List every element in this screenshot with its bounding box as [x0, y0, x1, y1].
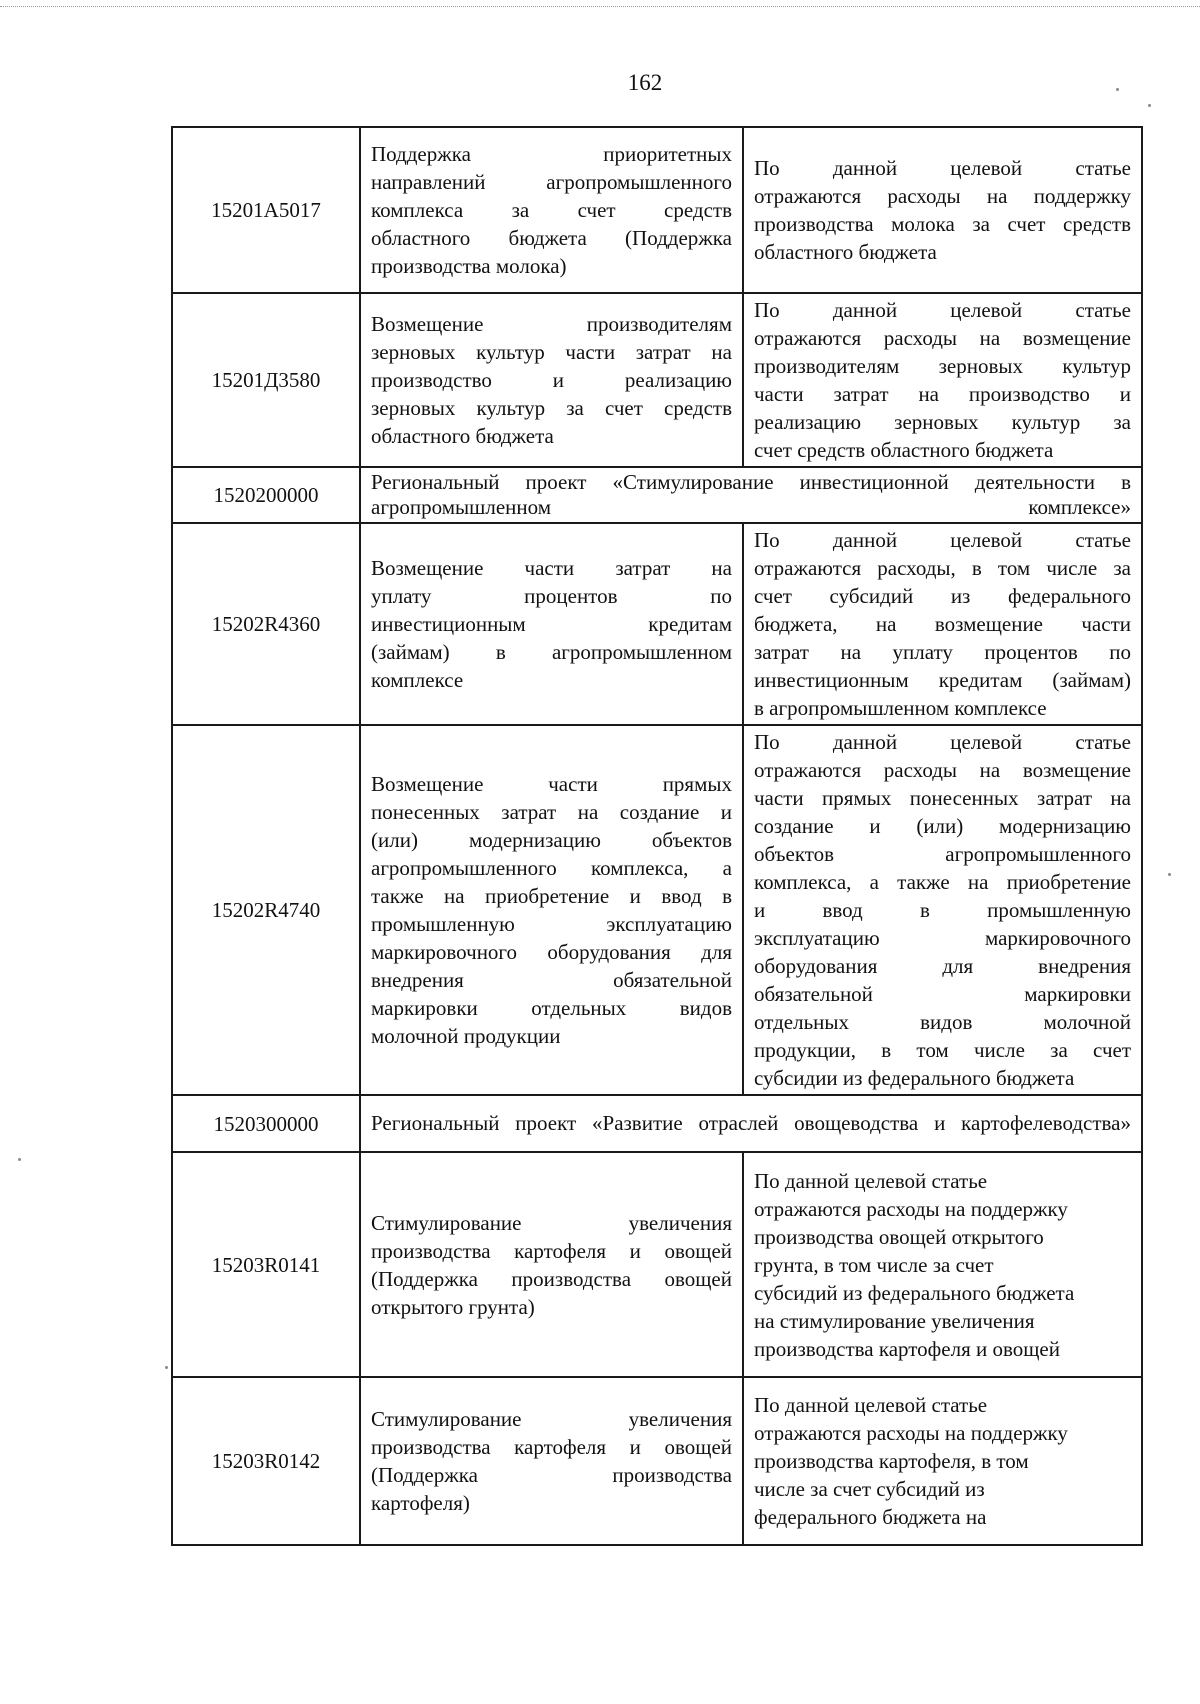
- expense-name-line: (Поддержка производства овощей: [371, 1266, 732, 1291]
- expense-description-line: отражаются расходы на возмещение: [754, 758, 1131, 782]
- regional-project-title-cell: Региональный проект «Развитие отраслей овощеводства и картофелеводства»: [360, 1095, 1142, 1152]
- expense-description-line: По данной целевой статье: [754, 1393, 988, 1417]
- expense-description-line: субсидии из федерального бюджета: [754, 1066, 1075, 1090]
- expense-description-line: областного бюджета: [754, 240, 937, 264]
- expense-description-line: федерального бюджета на: [754, 1505, 987, 1529]
- expense-name-line: производства картофеля и овощей: [371, 1435, 732, 1459]
- expense-name-line: Возмещение части прямых: [371, 772, 732, 796]
- table-row: [172, 523, 1142, 725]
- expense-description-line: отражаются расходы на возмещение: [754, 326, 1131, 350]
- expense-name-line: зерновых культур части затрат на: [371, 340, 732, 364]
- expense-name-line: внедрения обязательной: [371, 968, 732, 992]
- target-code-cell: 15201А5017: [172, 127, 360, 293]
- expense-name-line: картофеля): [371, 1491, 470, 1515]
- expense-name-line: Возмещение части затрат на: [371, 556, 732, 580]
- expense-description-line: По данной целевой статье: [754, 156, 1131, 180]
- scan-speck: [18, 1158, 21, 1161]
- expense-name-line: производства картофеля и овощей: [371, 1238, 732, 1263]
- expense-name-line: областного бюджета (Поддержка: [371, 226, 732, 250]
- expense-name-line: также на приобретение и ввод в: [371, 884, 732, 908]
- table-row: [172, 293, 1142, 467]
- expense-description-line: на стимулирование увеличения: [754, 1308, 1035, 1333]
- expense-description-line: отражаются расходы на поддержку: [754, 184, 1131, 208]
- expense-name-cell: [360, 1152, 743, 1377]
- table-body: [172, 127, 1142, 1545]
- expense-name-cell: [360, 725, 743, 1095]
- expense-description-line: По данной целевой статье: [754, 298, 1131, 322]
- table-row: [172, 467, 1142, 523]
- expense-name-line: маркировки отдельных видов: [371, 996, 732, 1020]
- table-row: [172, 127, 1142, 293]
- expense-description-line: затрат на уплату процентов по: [754, 640, 1131, 664]
- expense-description-line: счет средств областного бюджета: [754, 438, 1054, 462]
- expense-description-line: отражаются расходы на поддержку: [754, 1421, 1068, 1445]
- expense-name-line: (займам) в агропромышленном: [371, 640, 732, 664]
- expense-description-line: отражаются расходы, в том числе за: [754, 556, 1131, 580]
- expense-description-cell: [743, 523, 1142, 725]
- expense-description-line: комплекса, а также на приобретение: [754, 870, 1131, 894]
- expense-name-cell: [360, 293, 743, 467]
- expense-description-line: производителям зерновых культур: [754, 354, 1131, 378]
- expense-description-line: По данной целевой статье: [754, 528, 1131, 552]
- expense-description-line: продукции, в том числе за счет: [754, 1038, 1131, 1062]
- expense-description-line: и ввод в промышленную: [754, 898, 1131, 922]
- expense-description-line: числе за счет субсидий из: [754, 1477, 985, 1501]
- table-row: [172, 1095, 1142, 1152]
- expense-description-line: эксплуатацию маркировочного: [754, 926, 1131, 950]
- expense-name-line: производство и реализацию: [371, 368, 732, 392]
- expense-name-cell: [360, 1377, 743, 1545]
- expense-description-line: субсидий из федерального бюджета: [754, 1280, 1075, 1305]
- expense-description-cell: [743, 1152, 1142, 1377]
- expense-description-line: инвестиционным кредитам (займам): [754, 668, 1131, 692]
- target-code-cell: 1520300000: [172, 1095, 360, 1152]
- expense-name-line: понесенных затрат на создание и: [371, 800, 732, 824]
- expense-description-line: По данной целевой статье: [754, 730, 1131, 754]
- expense-name-line: Стимулирование увеличения: [371, 1407, 732, 1431]
- scan-speck: [1116, 88, 1119, 91]
- expense-description-line: части затрат на производство и: [754, 382, 1131, 406]
- scan-speck: [1148, 104, 1151, 107]
- expense-name-line: уплату процентов по: [371, 584, 732, 608]
- expense-name-line: направлений агропромышленного: [371, 170, 732, 194]
- target-code-cell: 1520200000: [172, 467, 360, 523]
- expense-name-line: открытого грунта): [371, 1294, 535, 1319]
- expense-name-line: инвестиционным кредитам: [371, 612, 732, 636]
- expense-description-line: грунта, в том числе за счет: [754, 1252, 994, 1277]
- expense-description-line: реализацию зерновых культур за: [754, 410, 1131, 434]
- table-row: [172, 1377, 1142, 1545]
- expense-name-line: зерновых культур за счет средств: [371, 396, 732, 420]
- expense-name-cell: [360, 523, 743, 725]
- regional-project-title-cell: Региональный проект «Стимулирование инвестиционной деятельности в агропромышленном комплексе»: [360, 467, 1142, 523]
- expense-description-line: производства картофеля и овощей: [754, 1336, 1060, 1361]
- expense-name-line: (Поддержка производства: [371, 1463, 732, 1487]
- target-code-cell: 15202R4360: [172, 523, 360, 725]
- expense-name-line: промышленную эксплуатацию: [371, 912, 732, 936]
- expense-description-cell: [743, 1377, 1142, 1545]
- expense-name-line: молочной продукции: [371, 1024, 561, 1048]
- expense-description-line: оборудования для внедрения: [754, 954, 1131, 978]
- expense-name-line: областного бюджета: [371, 424, 554, 448]
- table-row: [172, 725, 1142, 1095]
- scan-top-border: [0, 6, 1200, 7]
- expense-description-line: части прямых понесенных затрат на: [754, 786, 1131, 810]
- expense-name-line: комплексе: [371, 668, 464, 692]
- table-row: [172, 1152, 1142, 1377]
- expense-name-cell: [360, 127, 743, 293]
- expense-description-line: бюджета, на возмещение части: [754, 612, 1131, 636]
- expense-description-line: производства молока за счет средств: [754, 212, 1131, 236]
- expense-description-line: создание и (или) модернизацию: [754, 814, 1131, 838]
- expense-description-cell: [743, 725, 1142, 1095]
- expense-name-line: (или) модернизацию объектов: [371, 828, 732, 852]
- scan-speck: [1168, 873, 1171, 876]
- expense-description-line: счет субсидий из федерального: [754, 584, 1131, 608]
- page-number: 162: [627, 70, 663, 95]
- expense-description-line: отражаются расходы на поддержку: [754, 1196, 1068, 1221]
- expense-description-line: в агропромышленном комплексе: [754, 696, 1047, 720]
- expense-name-line: Стимулирование увеличения: [371, 1210, 732, 1235]
- expense-name-line: производства молока): [371, 254, 567, 278]
- expense-description-line: объектов агропромышленного: [754, 842, 1131, 866]
- expense-description-line: отдельных видов молочной: [754, 1010, 1131, 1034]
- expense-name-line: агропромышленного комплекса, а: [371, 856, 732, 880]
- expense-description-cell: [743, 293, 1142, 467]
- target-code-cell: 15202R4740: [172, 725, 360, 1095]
- expense-name-line: Возмещение производителям: [371, 312, 732, 336]
- expense-name-line: маркировочного оборудования для: [371, 940, 732, 964]
- expense-description-line: обязательной маркировки: [754, 982, 1131, 1006]
- target-code-cell: 15203R0142: [172, 1377, 360, 1545]
- expense-description-line: производства картофеля, в том: [754, 1449, 1029, 1473]
- scan-speck: [165, 1366, 168, 1369]
- target-code-cell: 15201Д3580: [172, 293, 360, 467]
- expense-description-cell: [743, 127, 1142, 293]
- expense-description-line: производства овощей открытого: [754, 1224, 1044, 1249]
- budget-classification-table: [171, 126, 1143, 1546]
- expense-description-line: По данной целевой статье: [754, 1168, 988, 1193]
- expense-name-line: комплекса за счет средств: [371, 198, 732, 222]
- expense-name-line: Поддержка приоритетных: [371, 142, 732, 166]
- target-code-cell: 15203R0141: [172, 1152, 360, 1377]
